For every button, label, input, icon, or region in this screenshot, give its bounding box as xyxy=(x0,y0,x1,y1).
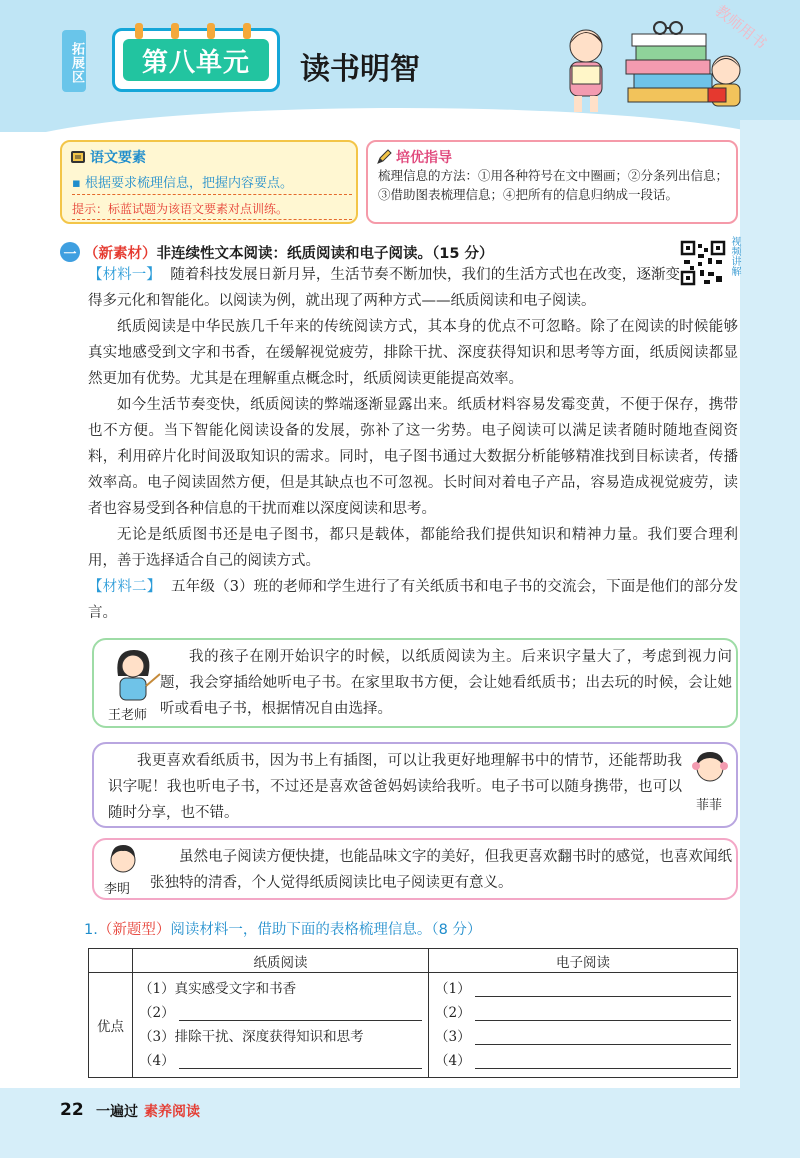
section-title-text: 非连续性文本阅读：纸质阅读和电子阅读。（15 分） xyxy=(156,246,494,262)
electronic-item-2[interactable] xyxy=(435,997,731,1021)
info-table xyxy=(88,948,738,1078)
excellence-guidance-label: 培优指导 xyxy=(396,150,452,166)
paper-item-1-text: （1）真实感受文字和书香 xyxy=(139,981,297,997)
question-1-title xyxy=(84,918,481,939)
excellence-guidance-text: 梳理信息的方法：①用各种符号在文中圈画；②分条列出信息；③借助图表梳理信息；④把所有的信息归纳成一段话。 xyxy=(378,168,729,202)
paper-item-1 xyxy=(139,973,422,997)
feifei-speech: 我更喜欢看纸质书，因为书上有插图，可以让我更好地理解书中的情节，还能帮助我识字呢！我也听电子书，不过还是喜欢爸爸妈妈读给我听。电子书可以随身携带，也可以随时分享，也不错。 xyxy=(108,753,682,821)
footer-background xyxy=(0,1088,800,1158)
paper-item-2-label: （2） xyxy=(139,1005,175,1021)
electronic-item-3-blank[interactable] xyxy=(475,1029,731,1045)
unit-title: 读书明智 xyxy=(300,52,420,87)
liming-avatar xyxy=(106,842,140,876)
extension-area-label: 拓展区 xyxy=(62,30,86,92)
material2-intro-text: 五年级（3）班的老师和学生进行了有关纸质书和电子书的交流会，下面是他们的部分发言。 xyxy=(88,579,739,621)
section-title xyxy=(84,242,493,263)
table-row-advantages xyxy=(89,973,738,1078)
section-tag: （新素材） xyxy=(84,246,157,262)
unit-label: 第八单元 xyxy=(123,39,269,81)
paper-item-4[interactable] xyxy=(139,1045,422,1069)
liming-speech: 虽然电子阅读方便快捷，也能品味文字的美好，但我更喜欢翻书时的感觉，也喜欢闻纸张独特的清香，个人觉得纸质阅读比电子阅读更有意义。 xyxy=(150,849,732,891)
question-1-tag: （新题型） xyxy=(97,922,171,938)
chinese-elements-box xyxy=(60,140,358,224)
dialogue-box-feifei xyxy=(92,742,738,828)
watermark: 教师用书 xyxy=(711,1,771,53)
question-1-text: 阅读材料一，借助下面的表格梳理信息。（8 分） xyxy=(170,922,482,938)
material1-paragraph-1 xyxy=(88,262,680,314)
electronic-item-2-blank[interactable] xyxy=(475,1005,731,1021)
paper-item-4-blank[interactable] xyxy=(179,1053,422,1069)
question-1-number: 1. xyxy=(84,922,98,938)
feifei-avatar xyxy=(692,750,728,786)
row-label-advantages: 优点 xyxy=(89,973,133,1078)
binder-ring xyxy=(207,23,215,39)
qr-code-icon[interactable] xyxy=(680,240,726,286)
teacher-speech: 我的孩子在刚开始识字的时候，以纸质阅读为主。后来识字量大了，考虑到视力问题，我会穿插给她听电子书。在家里取书方便，会让她看纸质书；出去玩的时候，会让她听或看电子书，根据情况自由选择。 xyxy=(160,649,732,717)
material1-tag: 【材料一】 xyxy=(88,267,161,283)
electronic-item-1-label: （1） xyxy=(435,981,471,997)
table-header-paper: 纸质阅读 xyxy=(133,949,429,973)
table-header-row xyxy=(89,949,738,973)
teacher-name: 王老师 xyxy=(108,708,148,723)
material1-paragraph-4: 无论是纸质图书还是电子图书，都只是载体，都能给我们提供知识和精神力量。我们要合理利用，善于选择适合自己的阅读方式。 xyxy=(88,527,738,569)
excellence-guidance-box xyxy=(366,140,738,224)
chinese-elements-header xyxy=(70,147,146,167)
electronic-item-1-blank[interactable] xyxy=(475,981,731,997)
feifei-name: 菲菲 xyxy=(696,798,723,813)
reading-children-illustration xyxy=(556,18,752,118)
table-header-electronic: 电子阅读 xyxy=(429,949,738,973)
electronic-item-4-label: （4） xyxy=(435,1053,471,1069)
chinese-elements-point: ▪ 根据要求梳理信息，把握内容要点。 xyxy=(72,172,352,195)
paper-advantages-cell xyxy=(133,973,429,1078)
paper-item-3-text: （3）排除干扰、深度获得知识和思考 xyxy=(139,1029,364,1045)
binder-ring xyxy=(171,23,179,39)
electronic-item-1[interactable] xyxy=(435,973,731,997)
electronic-item-3-label: （3） xyxy=(435,1029,471,1045)
chinese-elements-hint: 提示：标蓝试题为该语文要素对点训练。 xyxy=(72,200,352,220)
paper-item-4-label: （4） xyxy=(139,1053,175,1069)
electronic-item-4[interactable] xyxy=(435,1045,731,1069)
chinese-elements-label: 语文要素 xyxy=(90,150,146,166)
teacher-avatar xyxy=(108,646,162,702)
unit-card xyxy=(112,28,280,92)
brand-name: 一遍过 xyxy=(96,1104,138,1120)
binder-ring xyxy=(243,23,251,39)
footer-brand xyxy=(96,1101,200,1121)
binder-ring xyxy=(135,23,143,39)
electronic-item-2-label: （2） xyxy=(435,1005,471,1021)
electronic-advantages-cell xyxy=(429,973,738,1078)
page-number: 22 xyxy=(60,1100,84,1120)
material1-p1-text: 随着科技发展日新月异，生活节奏不断加快，我们的生活方式也在改变，逐渐变得多元化和智能化。以阅读为例，就出现了两种方式——纸质阅读和电子阅读。 xyxy=(88,267,681,309)
paper-item-2-blank[interactable] xyxy=(179,1005,422,1021)
pencil-icon xyxy=(376,149,392,165)
material2-intro xyxy=(88,574,738,626)
section-number: 一 xyxy=(60,242,80,262)
electronic-item-3[interactable] xyxy=(435,1021,731,1045)
material2-tag: 【材料二】 xyxy=(88,579,162,595)
liming-name: 李明 xyxy=(104,882,131,897)
brand-series: 素养阅读 xyxy=(144,1104,200,1120)
paper-item-2[interactable] xyxy=(139,997,422,1021)
dialogue-box-teacher xyxy=(92,638,738,728)
material1-paragraph-3: 如今生活节奏变快，纸质阅读的弊端逐渐显露出来。纸质材料容易发霉变黄，不便于保存，携带也不方便。当下智能化阅读设备的发展，弥补了这一劣势。电子阅读可以满足读者随时随地查阅资料，利用碎片化时间汲取知识的需求。同时，电子图书通过大数据分析能够精准找到目标读者，传播效率高。电子阅读固然方便，但是其缺点也不可忽视。长时间对着电子产品，容易造成视觉疲劳，读者也容易受到各种信息的干扰而难以深度阅读和思考。 xyxy=(88,397,738,517)
dialogue-box-liming xyxy=(92,838,738,900)
paper-item-3 xyxy=(139,1021,422,1045)
electronic-item-4-blank[interactable] xyxy=(475,1053,731,1069)
excellence-guidance-header xyxy=(376,147,452,167)
qr-code-label: 视频讲解 xyxy=(729,236,740,276)
table-header-empty xyxy=(89,949,133,973)
side-strip xyxy=(740,120,800,1158)
material1-paragraph-2: 纸质阅读是中华民族几千年来的传统阅读方式，其本身的优点不可忽略。除了在阅读的时候能够真实地感受到文字和书香，在缓解视觉疲劳，排除干扰、深度获得知识和思考等方面，纸质阅读都显然更加有优势。尤其是在理解重点概念时，纸质阅读更能提高效率。 xyxy=(88,319,738,387)
book-icon xyxy=(70,149,86,165)
